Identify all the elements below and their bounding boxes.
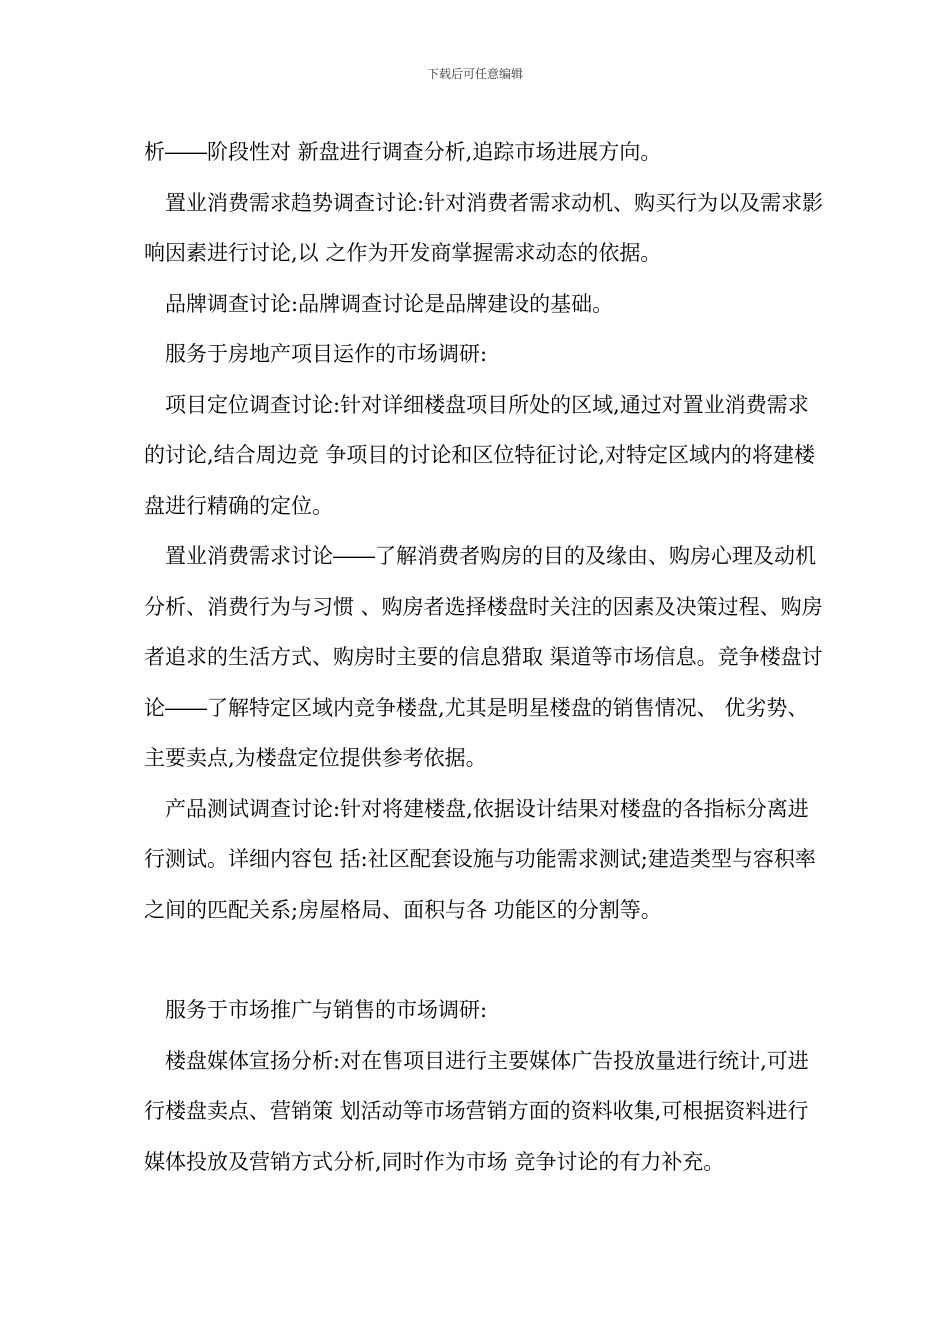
document-body (144, 127, 824, 1187)
paragraph: 楼盘媒体宣扬分析:对在售项目进行主要媒体广告投放量进行统计,可进行楼盘卖点、营销策 划活动等市场营销方面的资料收集,可根据资料进行媒体投放及营销方式分析,同时作为市场 竞争讨论的有力补充。 (144, 1048, 809, 1174)
paragraph-spacer (144, 935, 824, 985)
paragraph: 置业消费需求趋势调查讨论:针对消费者需求动机、购买行为以及需求影响因素进行讨论,以 之作为开发商掌握需求动态的依据。 (144, 190, 824, 265)
paragraph: 析――阶段性对 新盘进行调查分析,追踪市场进展方向。 (144, 140, 662, 164)
paragraph: 产品测试调查讨论:针对将建楼盘,依据设计结果对楼盘的各指标分离进行测试。详细内容包 括:社区配套设施与功能需求测试;建造类型与容积率之间的匹配关系;房屋格局、面积与各 功能区的分割等。 (144, 796, 816, 922)
paragraph: 服务于市场推广与销售的市场调研: (144, 998, 488, 1022)
paragraph: 置业消费需求讨论――了解消费者购房的目的及缘由、购房心理及动机分析、消费行为与习惯 、购房者选择楼盘时关注的因素及决策过程、购房者追求的生活方式、购房时主要的信息猎取 渠道等市场信息。竞争楼盘讨论――了解特定区域内竞争楼盘,尤其是明星楼盘的销售情况、 优劣势、主要卖点,为楼盘定位提供参考依据。 (144, 544, 823, 770)
paragraph: 项目定位调查讨论:针对详细楼盘项目所处的区域,通过对置业消费需求的讨论,结合周边竞 争项目的讨论和区位特征讨论,对特定区域内的将建楼盘进行精确的定位。 (144, 392, 816, 518)
paragraph: 品牌调查讨论:品牌调查讨论是品牌建设的基础。 (144, 291, 614, 316)
paragraph: 服务于房地产项目运作的市场调研: (144, 342, 488, 366)
page-header: 下载后可任意编辑 (426, 67, 523, 81)
